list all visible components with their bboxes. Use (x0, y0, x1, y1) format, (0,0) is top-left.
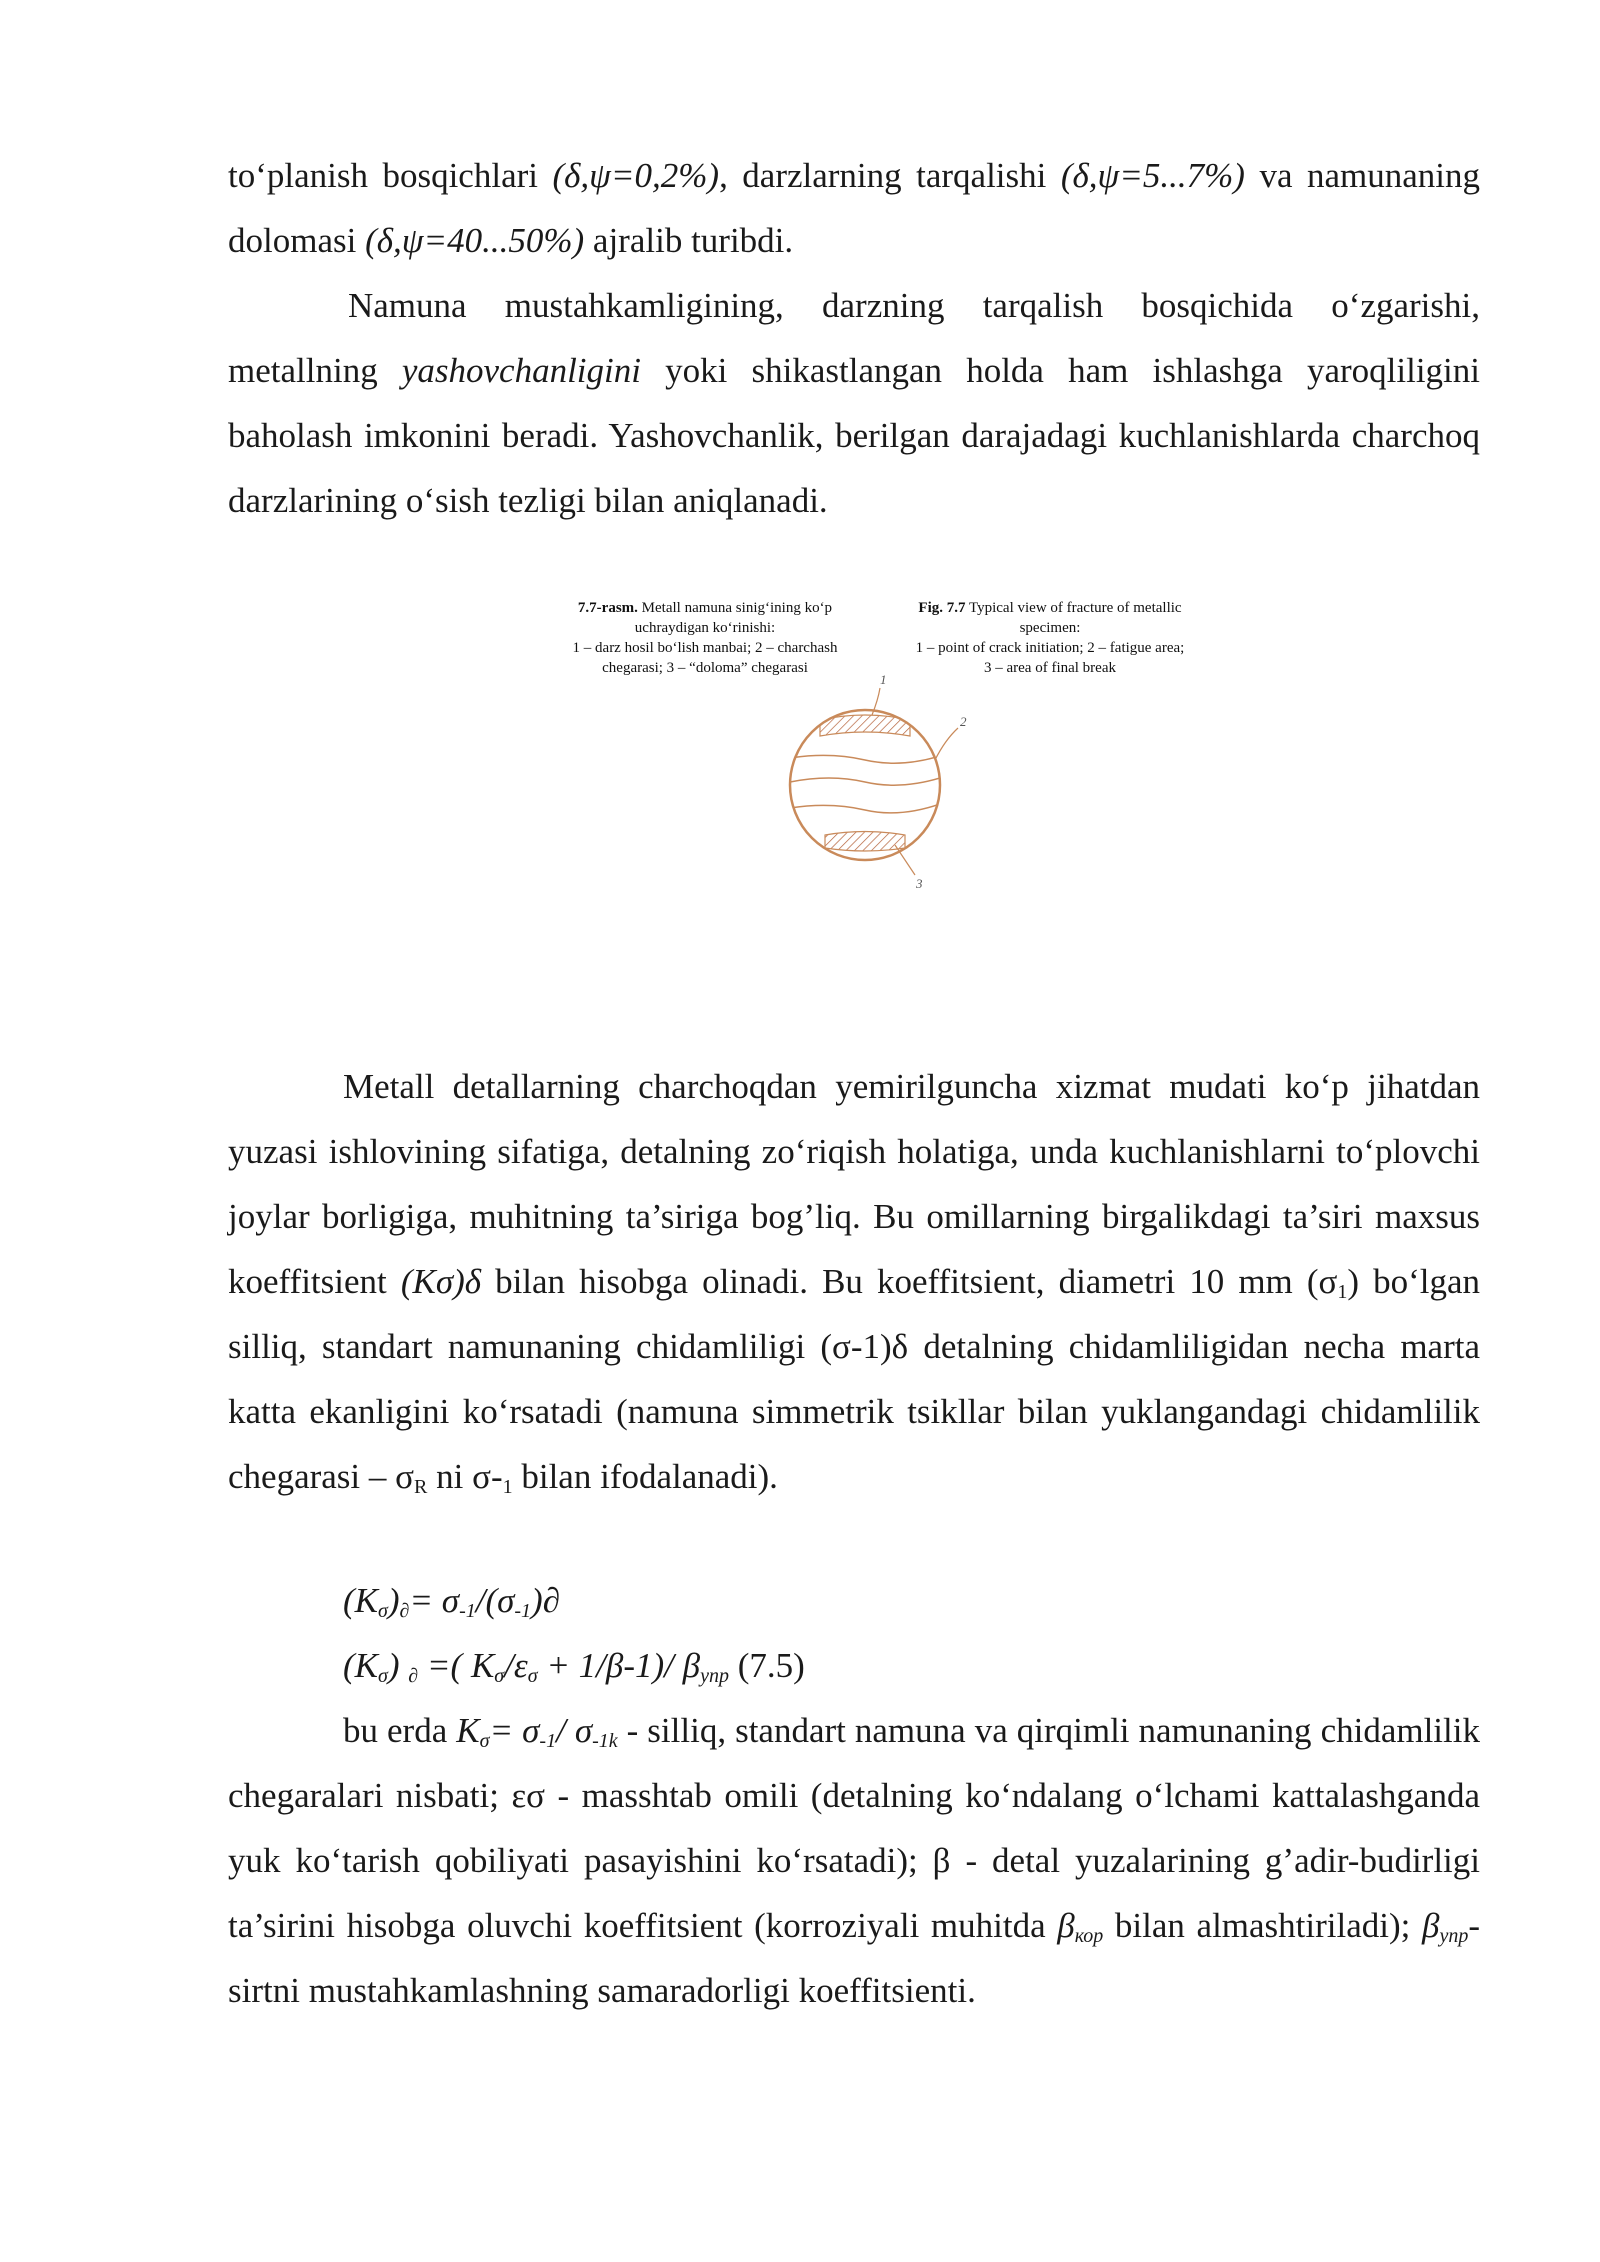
fatigue-line (790, 804, 940, 813)
formula-inline: (δ,ψ=0,2%) (552, 156, 720, 195)
figure-caption-en (880, 598, 1220, 678)
text: - silliq, standart namuna va qirqimli namunaning chidamlilik chegaralari nisbati; εσ - masshtab omili (detalning ko‘ndalang o‘lchami kattalashganda yuk ko‘tarish qobiliyati pasayishini ko‘rsatadi); β - detal yuzalarining g’adir-budirligi ta’sirini hisobga oluvchi koeffitsient (korroziyali muhitda (228, 1711, 1480, 1945)
text: - sirtni mustahkamlashning samaradorligi koeffitsienti. (228, 1906, 1480, 2010)
text: ni σ- (427, 1457, 503, 1496)
formula-inline: (Kσ)δ (400, 1262, 482, 1301)
text: va namunaning dolomasi (228, 156, 1480, 260)
text: ajralib turibdi. (584, 221, 794, 260)
caption-text: Typical view of fracture of metallic (965, 600, 1182, 616)
text: Metall detallarning charchoqdan yemirilguncha xizmat mudati ko‘p jihatdan yuzasi ishlovining sifatiga, detalning zo‘riqish holatiga, unda kuchlanishlarni to‘plovchi joylar borligiga, muhitning ta’siriga bog’liq. Bu omillarning birgalikdagi ta’siri maxsus koeffitsient (228, 1067, 1480, 1301)
figure-caption-uz (545, 598, 865, 678)
formula-1: $(K_\sigma)_\partial= \sigma_{-1}/(\sigma_{-1})\partial$ (343, 1581, 560, 1622)
label-3: 3 (916, 876, 923, 891)
final-break-zone (825, 832, 905, 852)
fatigue-line (790, 778, 940, 785)
subscript: R (414, 1476, 428, 1498)
text: to‘planish bosqichlari (228, 156, 553, 195)
caption-legend: 1 – darz hosil bo‘lish manbai; 2 – charchash (572, 640, 838, 656)
leader-line (935, 728, 958, 760)
text: bu erda (343, 1711, 457, 1750)
paragraph-definitions: bu erda $K_\sigma= \sigma_{-1}/$ $\sigma_{-1k}$ - silliq, standart namuna va qirqimli namunaning chidamlilik chegaralari nisbati; εσ - masshtab omili (detalning ko‘ndalang o‘lchami kattalashganda yuk ko‘tarish qobiliyati pasayishini ko‘rsatadi); β - detal yuzalarining g’adir-budirligi ta’sirini hisobga oluvchi koeffitsient (korroziyali muhitda $\beta_{кор}$ bilan almashtiriladi); $\beta_{упр}-$ sirtni mustahkamlashning samaradorligi koeffitsienti. (228, 1711, 1480, 2010)
caption-text: uchraydigan ko‘rinishi: (634, 620, 776, 636)
fracture-diagram (780, 670, 1000, 900)
text: ) bo‘lgan silliq, standart namunaning chidamliligi (σ-1)δ detalning chidamliligidan necha marta katta ekanligini ko‘rsatadi (namuna simmetrik tsikllar bilan yuklangandagi chidamlilik chegarasi – σ (228, 1262, 1480, 1496)
fatigue-line (790, 755, 940, 763)
term-italic: yashovchanligini (401, 351, 641, 390)
text: bilan ifodalanadi). (512, 1457, 778, 1496)
text: bilan hisobga olinadi. Bu koeffitsient, diametri 10 mm (σ (481, 1262, 1338, 1301)
caption-text: 3 – area of final break (983, 660, 1116, 676)
caption-label: Fig. 7.7 (918, 600, 966, 616)
subscript: 1 (1337, 1281, 1348, 1303)
text: , darzlarning tarqalishi (719, 156, 1061, 195)
paragraph-fatigue-factors (228, 1054, 1480, 1509)
caption-text: specimen: (1019, 620, 1081, 636)
text: yoki shikastlangan holda ham ishlashga yaroqliligini baholash imkonini beradi. Yashovchanlik, berilgan darajadagi kuchlanishlarda charchoq darzlarining o‘sish tezligi bilan aniqlanadi. (228, 351, 1480, 520)
label-1: 1 (880, 672, 887, 687)
paragraph-survivability (228, 273, 1480, 533)
caption-text: Metall namuna sinig‘ining ko‘p (637, 600, 833, 616)
paragraph-fracture-stages (228, 143, 1480, 273)
text: Namuna mustahkamligining, darzning tarqalish bosqichida o‘zgarishi, metallning (228, 286, 1480, 390)
subscript: 1 (502, 1476, 513, 1498)
label-2: 2 (960, 714, 967, 729)
formula-2: $(K_\sigma)$ $_\partial$ =( $K_\sigma/\varepsilon_\sigma + 1/\beta-1)/$ $\beta_{упр}$ (7.5) (343, 1646, 805, 1687)
caption-text: 1 – point of crack initiation; 2 – fatigue area; (915, 640, 1185, 656)
caption-label: 7.7-rasm. (577, 600, 638, 616)
formula-inline: (δ,ψ=5...7%) (1060, 156, 1245, 195)
caption-text: chegarasi; 3 – “doloma” chegarasi (602, 660, 808, 676)
text: bilan almashtiriladi); (1103, 1906, 1423, 1945)
formula-inline: (δ,ψ=40...50%) (365, 221, 585, 260)
